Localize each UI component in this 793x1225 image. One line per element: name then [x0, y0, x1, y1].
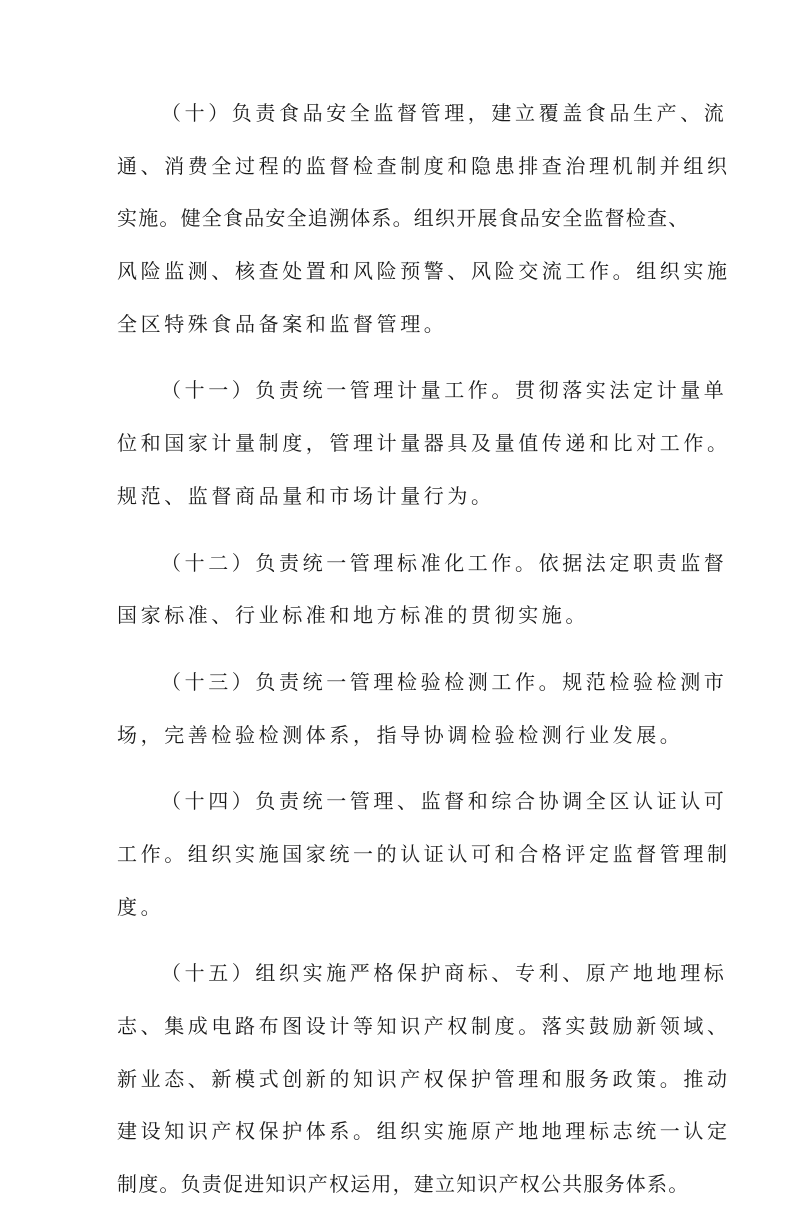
text-line: （十二）负责统一管理标准化工作。依据法定职责监督: [161, 550, 728, 575]
text-line: 志、集成电路布图设计等知识产权制度。落实鼓励新领域、: [117, 1014, 731, 1038]
document-page: [117, 87, 731, 1225]
text-line: 全区特殊食品备案和监督管理。: [117, 311, 448, 336]
paragraph-14: [117, 775, 731, 933]
text-line: 工作。组织实施国家统一的认证认可和合格评定监督管理制: [117, 841, 731, 866]
paragraph-10: [117, 87, 731, 350]
text-line: 位和国家计量制度，管理计量器具及量值传递和比对工作。: [117, 431, 731, 456]
text-line: 实施。健全食品安全追溯体系。组织开展食品安全监督检查、: [117, 206, 690, 231]
text-line: 新业态、新模式创新的知识产权保护管理和服务政策。推动: [117, 1066, 731, 1091]
text-line: 制度。负责促进知识产权运用，建立知识产权公共服务体系。: [117, 1172, 690, 1197]
paragraph-12: [117, 537, 728, 642]
text-line: （十四）负责统一管理、监督和综合协调全区认证认可: [161, 789, 728, 814]
text-line: 国家标准、行业标准和地方标准的贯彻实施。: [117, 603, 589, 628]
text-line: （十）负责食品安全监督管理，建立覆盖食品生产、流: [161, 101, 728, 125]
paragraph-11: [117, 364, 731, 522]
paragraph-15: [117, 947, 731, 1210]
text-line: （十三）负责统一管理检验检测工作。规范检验检测市: [161, 669, 728, 694]
text-line: 场，完善检验检测体系，指导协调检验检测行业发展。: [117, 722, 684, 747]
text-line: 建设知识产权保护体系。组织实施原产地地理标志统一认定: [117, 1119, 731, 1144]
text-line: （十五）组织实施严格保护商标、专利、原产地地理标: [161, 961, 728, 986]
text-line: （十一）负责统一管理计量工作。贯彻落实法定计量单: [161, 378, 728, 403]
text-line: 风险监测、核查处置和风险预警、风险交流工作。组织实施: [117, 259, 731, 284]
text-line: 规范、监督商品量和市场计量行为。: [117, 483, 495, 508]
paragraph-13: [117, 656, 728, 761]
text-line: 度。: [117, 894, 165, 919]
text-line: 通、消费全过程的监督检查制度和隐患排查治理机制并组织: [117, 153, 731, 178]
